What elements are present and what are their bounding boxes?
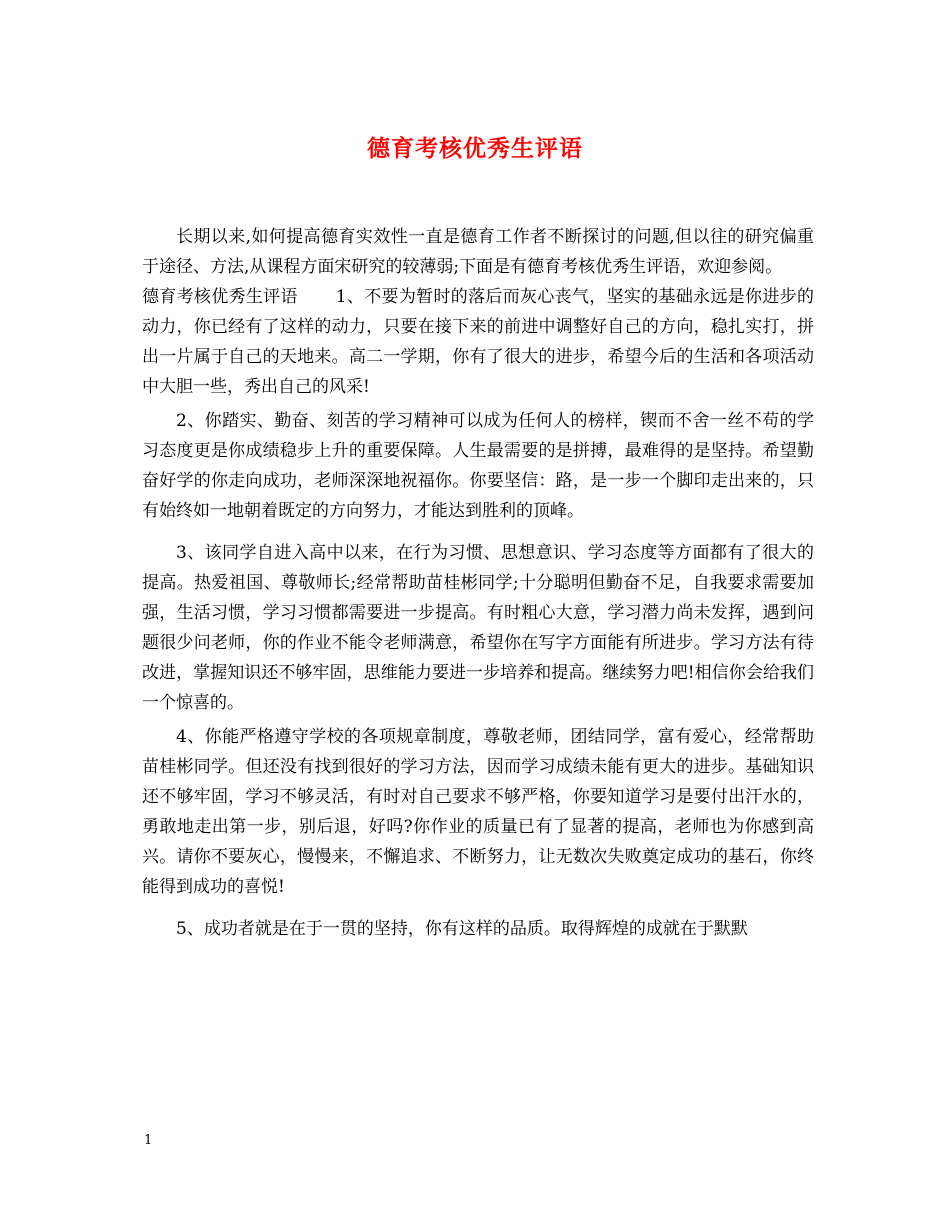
paragraph-item-5: 5、成功者就是在于一贯的坚持，你有这样的品质。取得辉煌的成就在于默默 [176, 919, 748, 939]
page-number: 1 [144, 1133, 153, 1148]
paragraph-item-3: 3、该同学自进入高中以来，在行为习惯、思想意识、学习态度等方面都有了很大的提高。热爱祖国、尊敬师长;经常帮助苗桂彬同学;十分聪明但勤奋不足，自我要求需要加强，生活习惯，学习习惯都需要进一步提高。有时粗心大意，学习潜力尚未发挥，遇到问题很少问老师，你的作业不能令老师满意，希望你在写字方面能有所进步。学习方法有待改进，掌握知识还不够牢固，思维能力要进一步培养和提高。继续努力吧!相信你会给我们一个惊喜的。 [142, 543, 814, 713]
paragraph-item-1 [142, 282, 814, 402]
paragraph-item-2: 2、你踏实、勤奋、刻苦的学习精神可以成为任何人的榜样，锲而不舍一丝不苟的学习态度更是你成绩稳步上升的重要保障。人生最需要的是拼搏，最难得的是坚持。希望勤奋好学的你走向成功，老师深深地祝福你。你要坚信：路，是一步一个脚印走出来的，只有始终如一地朝着既定的方向努力，才能达到胜利的顶峰。 [142, 411, 814, 521]
document-title: 德育考核优秀生评语 [367, 135, 583, 162]
subheading: 德育考核优秀生评语 [142, 287, 298, 307]
intro-paragraph: 长期以来,如何提高德育实效性一直是德育工作者不断探讨的问题,但以往的研究偏重于途径、方法,从课程方面宋研究的较薄弱;下面是有德育考核优秀生评语，欢迎参阅。 [142, 227, 814, 277]
paragraph-item-4: 4、你能严格遵守学校的各项规章制度，尊敬老师，团结同学，富有爱心，经常帮助苗桂彬同学。但还没有找到很好的学习方法，因而学习成绩未能有更大的进步。基础知识还不够牢固，学习不够灵活，有时对自己要求不够严格，你要知道学习是要付出汗水的，勇敢地走出第一步，别后退，好吗?你作业的质量已有了显著的提高，老师也为你感到高兴。请你不要灰心，慢慢来，不懈追求、不断努力，让无数次失败奠定成功的基石，你终能得到成功的喜悦! [142, 727, 814, 897]
item-1-text: 1、不要为暂时的落后而灰心丧气，坚实的基础永远是你进步的动力，你已经有了这样的动力，只要在接下来的前进中调整好自己的方向，稳扎实打，拼出一片属于自己的天地来。高二一学期，你有了很大的进步，希望今后的生活和各项活动中大胆一些，秀出自己的风采! [142, 287, 814, 397]
document-body [142, 222, 814, 944]
